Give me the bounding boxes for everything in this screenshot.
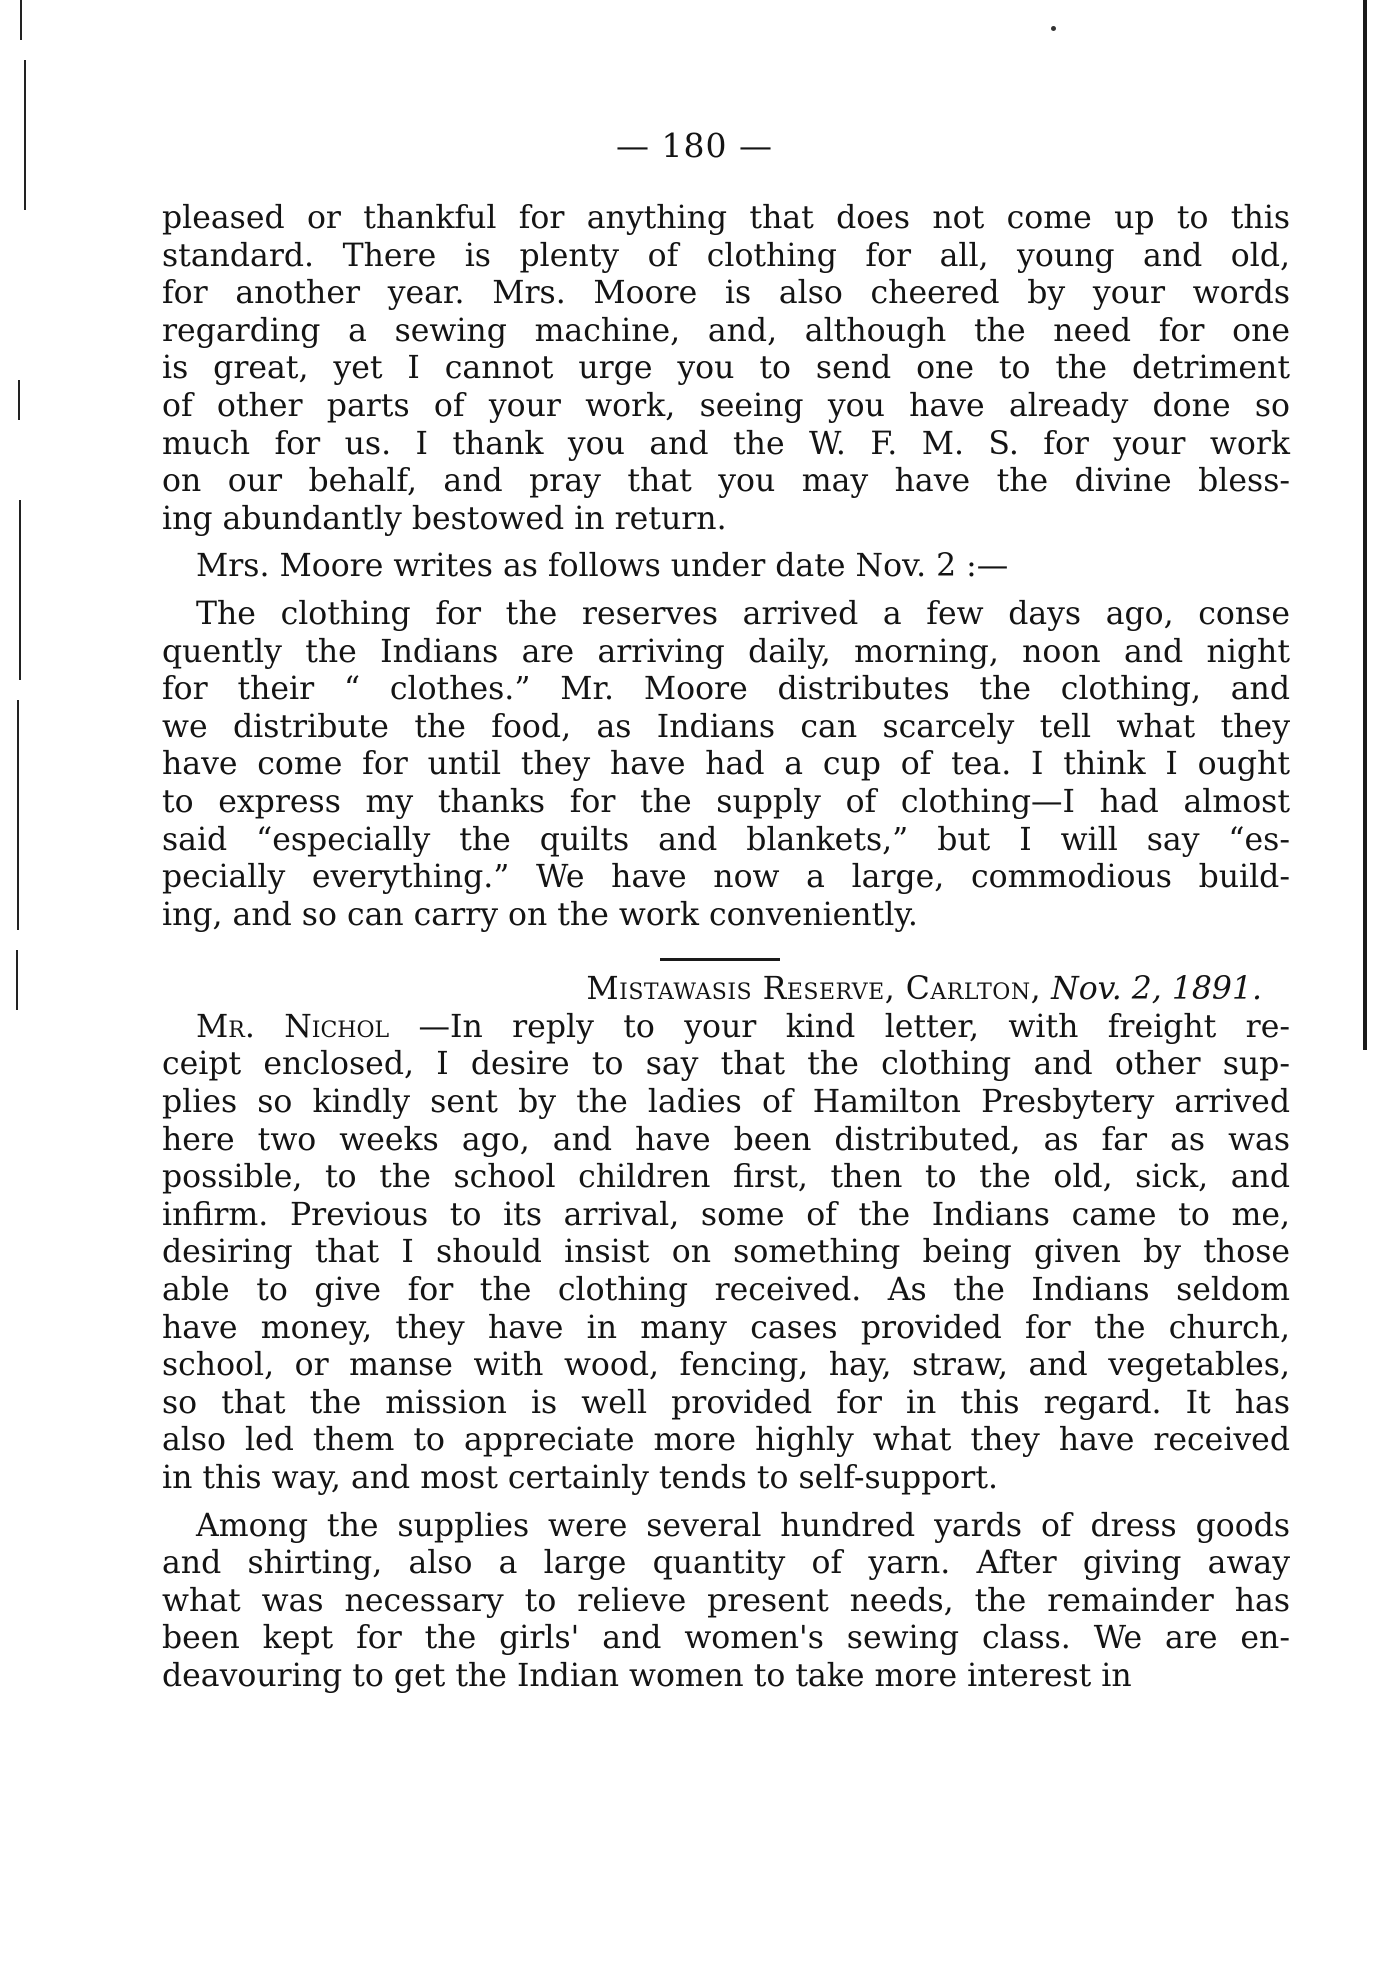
opening-text: —In reply to your kind letter, with freight re-	[389, 1008, 1291, 1045]
page-number: — 180 —	[616, 126, 773, 165]
text-line: of other parts of your work, seeing you have already done so	[162, 387, 1290, 424]
text-line: school, or manse with wood, fencing, hay, straw, and vegetables,	[162, 1347, 1290, 1384]
text-line: we distribute the food, as Indians can scarcely tell what they	[162, 708, 1290, 745]
text-line	[162, 1009, 1290, 1047]
text-line: is great, yet I cannot urge you to send one to the detriment	[162, 350, 1290, 387]
text-line: ing abundantly bestowed in return.	[162, 500, 727, 537]
text-line: have money, they have in many cases provided for the church,	[162, 1309, 1290, 1346]
letter-opening	[162, 1009, 1290, 1047]
text-line: able to give for the clothing received. As the Indians seldom	[162, 1272, 1290, 1309]
scan-edge-left	[19, 500, 21, 680]
text-line: for their “ clothes.” Mr. Moore distributes the clothing, and	[162, 671, 1290, 708]
text-line: standard. There is plenty of clothing for all, young and old,	[162, 237, 1290, 274]
text-line: much for us. I thank you and the W. F. M. S. for your work	[162, 425, 1290, 462]
scan-edge-left	[20, 0, 22, 40]
text-line: quently the Indians are arriving daily, morning, noon and night	[162, 633, 1290, 670]
text-line: been kept for the girls' and women's sewing class. We are en-	[162, 1620, 1290, 1657]
paragraph	[162, 596, 1290, 934]
paragraph	[162, 548, 1290, 586]
scan-edge-left	[16, 950, 18, 1010]
text-line: pecially everything.” We have now a large, commodious build-	[162, 859, 1290, 896]
text-line: on our behalf, and pray that you may have the divine bless-	[162, 463, 1290, 500]
text-line: regarding a sewing machine, and, although the need for one	[162, 312, 1290, 349]
body-text	[162, 200, 1290, 1696]
dateline-date: Nov. 2, 1891.	[1051, 971, 1262, 1008]
dateline	[162, 971, 1290, 1009]
text-line: deavouring to get the Indian women to take more interest in	[162, 1657, 1132, 1694]
text-line: pleased or thankful for anything that does not come up to this	[162, 200, 1290, 236]
text-line: to express my thanks for the supply of clothing—I had almost	[162, 783, 1290, 820]
scan-edge-left	[18, 380, 20, 420]
paragraph	[162, 1046, 1290, 1497]
text-line: also led them to appreciate more highly what they have received	[162, 1422, 1290, 1459]
text-line: said “especially the quilts and blankets,” but I will say “es-	[162, 821, 1290, 858]
text-line: desiring that I should insist on something being given by those	[162, 1234, 1290, 1271]
text-line: and shirting, also a large quantity of yarn. After giving away	[162, 1545, 1290, 1582]
section-rule	[660, 958, 780, 961]
text-line: Mrs. Moore writes as follows under date Nov. 2 :—	[196, 548, 1009, 585]
paragraph	[162, 1508, 1290, 1696]
text-line: ing, and so can carry on the work conveniently.	[162, 896, 918, 933]
salutation: Mr. Nichol	[196, 1008, 390, 1045]
text-line: here two weeks ago, and have been distributed, as far as was	[162, 1121, 1290, 1158]
text-line: in this way, and most certainly tends to self-support.	[162, 1460, 998, 1496]
dateline-place: Mistawasis Reserve, Carlton,	[586, 971, 1042, 1008]
text-line: what was necessary to relieve present needs, the remainder has	[162, 1582, 1290, 1619]
paragraph	[162, 200, 1290, 538]
text-line: for another year. Mrs. Moore is also cheered by your words	[162, 275, 1290, 312]
scan-edge-left	[17, 700, 19, 930]
scan-speck	[1051, 26, 1056, 31]
text-line: The clothing for the reserves arrived a few days ago, conse	[196, 595, 1290, 632]
text-line: ceipt enclosed, I desire to say that the clothing and other sup-	[162, 1046, 1290, 1083]
text-line: plies so kindly sent by the ladies of Hamilton Presbytery arrived	[162, 1084, 1290, 1121]
text-line: infirm. Previous to its arrival, some of the Indians came to me,	[162, 1196, 1290, 1233]
text-line: Among the supplies were several hundred yards of dress goods	[196, 1507, 1290, 1544]
text-line: possible, to the school children first, then to the old, sick, and	[162, 1159, 1290, 1196]
text-line: have come for until they have had a cup of tea. I think I ought	[162, 746, 1290, 783]
text-line: so that the mission is well provided for in this regard. It has	[162, 1384, 1290, 1421]
